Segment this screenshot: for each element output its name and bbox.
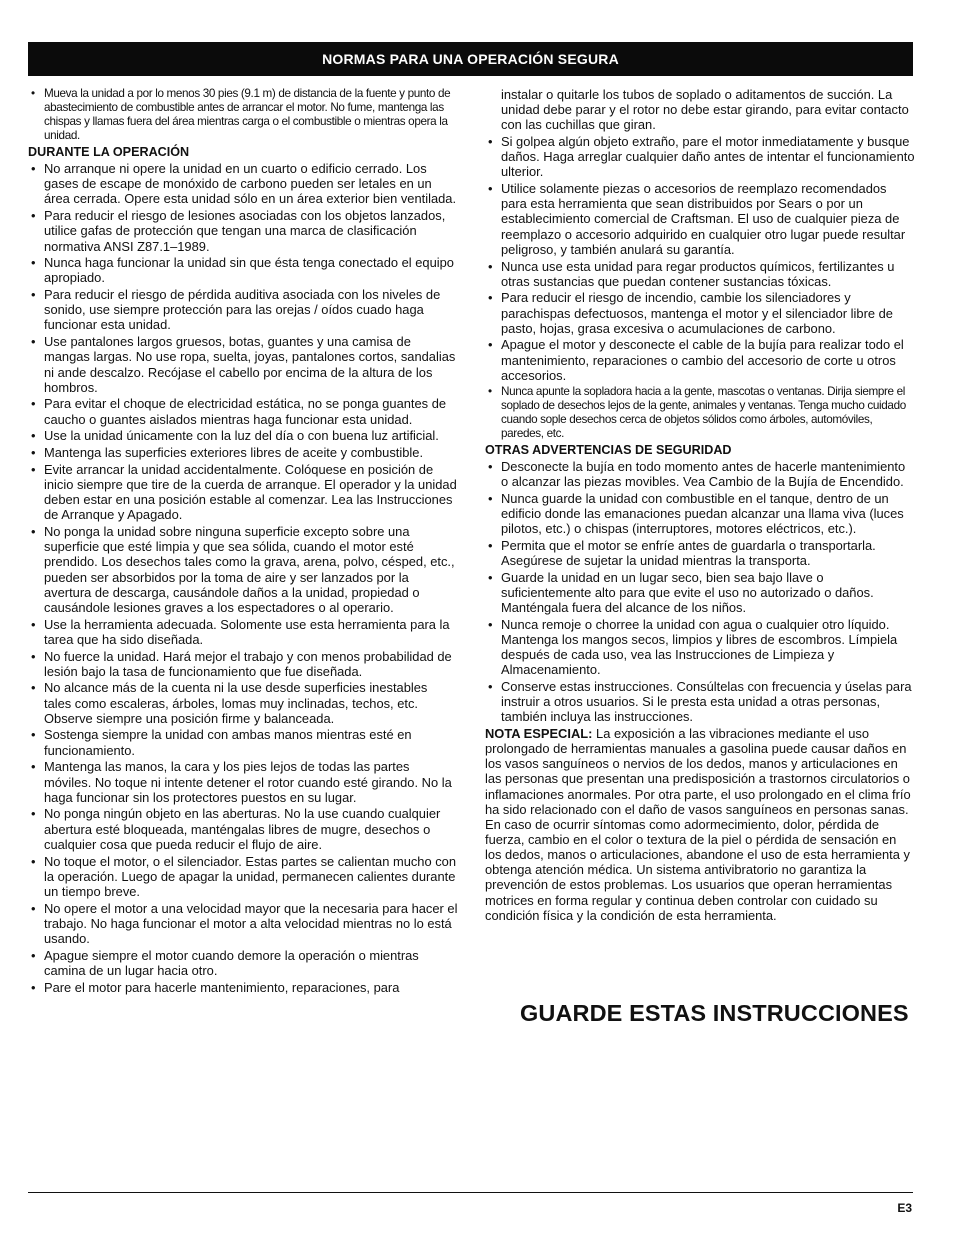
list-item: • Nunca remoje o chorree la unidad con agua o cualquier otro líquido. Mantenga los mangos secos, limpios y libres de escombros. Límpiela después de cada uso, vea las Instrucciones de Limpieza y Almacenamiento. (485, 617, 915, 678)
list-item: • Mueva la unidad a por lo menos 30 pies (9.1 m) de distancia de la fuente y punto de abastecimiento de combustible antes de arrancar el motor. No fume, mantenga las chispas y llamas fuera del área mientras carga o el combustible o mientras opera la unidad. (28, 87, 458, 143)
right-column (485, 87, 915, 923)
list-item: • Use la unidad únicamente con la luz del día o con buena luz artificial. (28, 428, 458, 443)
list-item: • Para reducir el riesgo de incendio, cambie los silenciadores y parachispas defectuosos, mantenga el motor y el silenciador libre de pasto, hojas, grasa excesiva o acumulaciones de carbono. (485, 290, 915, 335)
list-item: • Use la herramienta adecuada. Solomente use esta herramienta para la tarea que ha sido diseñada. (28, 617, 458, 647)
list-item: • Nunca guarde la unidad con combustible en el tanque, dentro de un edificio donde las emanaciones puedan alcanzar una llama viva (luces pilotos, etc.) o chispas (interruptores, motores eléctricos, etc.). (485, 491, 915, 536)
section-title: NORMAS PARA UNA OPERACIÓN SEGURA (322, 51, 619, 67)
list-item: • Sostenga siempre la unidad con ambas manos mientras esté en funcionamiento. (28, 727, 458, 757)
continuation-text: instalar o quitarle los tubos de soplado o aditamentos de succión. La unidad debe parar y el rotor no debe estar girando, para evitar contacto con las cuchillas que giran. (501, 87, 909, 133)
list-item: • Mantenga las superficies exteriores libres de aceite y combustible. (28, 445, 458, 460)
list-item: • Conserve estas instrucciones. Consúltelas con frecuencia y úselas para instruir a otros usuarios. Si le presta esta unidad a otras personas, también incluya las instrucciones. (485, 679, 915, 724)
special-note-text: La exposición a las vibraciones mediante el uso prolongado de herramientas manuales a gasolina puede causar daños en los vasos sanguíneos o nervios de los dedos, manos y articulaciones en las personas que presentan una predisposición a trastornos circulatorios o inflamaciones anormales. Por otra parte, el uso prolongado en el clima frío ha sido relacionado con el daño de vasos sanguíneos en personas sanas. En caso de ocurrir síntomas como adormecimiento, dolor, pérdida de fuerza, cambio en el color o textura de la piel o pérdida de sensación en los dedos, manos o articulaciones, abandone el uso de esta herramienta y obtenga atención médica. Un sistema antivibratorio no garantiza la prevención de estos problemas. Los usuarios que operan herramientas motrices en forma regular y continua deben controlar con cuidado su condición física y la condición de esta herramienta. (485, 725, 911, 923)
list-item: • Nunca use esta unidad para regar productos químicos, fertilizantes u otras sustancias que puedan contener sustancias tóxicas. (485, 259, 915, 289)
section-banner (28, 42, 913, 76)
list-item: • Guarde la unidad en un lugar seco, bien sea bajo llave o suficientemente alto para que evite el uso no autorizado o daños. Manténgala fuera del alcance de los niños. (485, 570, 915, 615)
subheading-durante: DURANTE LA OPERACIÓN (28, 144, 190, 159)
list-item: • No opere el motor a una velocidad mayor que la necesaria para hacer el trabajo. No haga funcionar el motor a alta velocidad mientras no lo está usando. (28, 901, 458, 946)
list-item: • Pare el motor para hacerle mantenimiento, reparaciones, para (28, 980, 458, 995)
list-item: • Permita que el motor se enfríe antes de guardarla o transportarla. Asegúrese de sujetar la unidad mientras la transporta. (485, 538, 915, 568)
list-item: • No toque el motor, o el silenciador. Estas partes se calientan mucho con la operación. Luego de apagar la unidad, permanecen calientes durante un tiempo breve. (28, 854, 458, 899)
save-instructions-title: GUARDE ESTAS INSTRUCCIONES (520, 1000, 909, 1026)
list-item: • Nunca haga funcionar la unidad sin que ésta tenga conectado el equipo apropiado. (28, 255, 458, 285)
list-item: • No ponga la unidad sobre ninguna superficie excepto sobre una superficie que esté limpia y que sea sólida, cuando el motor esté prendido. Los desechos tales como la grava, arena, polvo, césped, etc., pueden ser absorbidos por la toma de aire y ser lanzados por la avertura de descarga, causándole daños a la unidad, propiedad o causándole lesiones graves a los espectadores o al operario. (28, 524, 458, 615)
list-item: • Para evitar el choque de electricidad estática, no se ponga guantes de caucho o guantes aislados mientras haga funcionar esta unidad. (28, 396, 458, 426)
list-item: • Para reducir el riesgo de pérdida auditiva asociada con los niveles de sonido, use siempre protección para las orejas / oídos cuado haga funcionar esta unidad. (28, 287, 458, 332)
list-item: • Si golpea algún objeto extraño, pare el motor inmediatamente y busque daños. Haga arreglar cualquier daño antes de intentar el funcionamiento ulterior. (485, 134, 915, 179)
page-number: E3 (897, 1201, 912, 1215)
list-item: • Apague el motor y desconecte el cable de la bujía para realizar todo el mantenimiento, reparaciones o cambio del accesorio de corte u otros accesorios. (485, 337, 915, 382)
list-item: • Mantenga las manos, la cara y los pies lejos de todas las partes móviles. No toque ni intente detener el rotor cuando esté girando. No la haga funcionar sin los protectores puestos en su lugar. (28, 759, 458, 804)
list-item: • Desconecte la bujía en todo momento antes de hacerle mantenimiento o alcanzar las piezas movibles. Vea Cambio de la Bujía de Encendido. (485, 459, 915, 489)
list-item: • No alcance más de la cuenta ni la use desde superficies inestables tales como escaleras, árboles, lomas muy inclinadas, techos, etc. Observe siempre una posición firme y balanceada. (28, 680, 458, 725)
list-item: • Apague siempre el motor cuando demore la operación o mientras camina de un lugar hacia otro. (28, 948, 458, 978)
list-otras (485, 459, 915, 725)
list-item: • Nunca apunte la sopladora hacia a la gente, mascotas o ventanas. Dirija siempre el soplado de desechos lejos de la gente, animales y ventanas. Tenga mucho cuidado cuando sople desechos cerca de objetos sólidos como árboles, automóviles, paredes, etc. (485, 385, 915, 441)
list-item: • Para reducir el riesgo de lesiones asociadas con los objetos lanzados, utilice gafas de protección que tengan una marca de clasificación normativa ANSI Z87.1–1989. (28, 208, 458, 253)
list-item: • Use pantalones largos gruesos, botas, guantes y una camisa de mangas largas. No use ropa, suelta, joyas, pantalones cortos, sandalias ni ande descalzo. Recójase el cabello por encima de la altura de los hombros. (28, 334, 458, 395)
subheading-otras: OTRAS ADVERTENCIAS DE SEGURIDAD (485, 442, 732, 457)
list-durante (28, 161, 458, 995)
list-item: • No arranque ni opere la unidad en un cuarto o edificio cerrado. Los gases de escape de monóxido de carbono pueden ser letales en un área cerrada. Opere esta unidad sólo en un área exterior bien ventilada. (28, 161, 458, 206)
list-item: • Utilice solamente piezas o accesorios de reemplazo recomendados para esta herramienta que sean distribuidos por Sears o por un establecimiento comercial de Craftsman. El uso de cualquier pieza de reemplazo o accesorio adquirido en cualquier otro lugar puede resultar peligroso, y también anulará su garantía. (485, 181, 915, 257)
special-note (485, 726, 915, 923)
footer-rule (28, 1192, 913, 1193)
left-column (28, 87, 458, 996)
list-item: • Evite arrancar la unidad accidentalmente. Colóquese en posición de inicio siempre que tire de la cuerda de arranque. El operador y la unidad deben estar en una posición estable al comenzar. Lea las Instrucciones de Arranque y Apagado. (28, 462, 458, 523)
list-item: • No ponga ningún objeto en las aberturas. No la use cuando cualquier abertura esté bloqueada, manténgalas libres de mugre, desechos o cualquier cosa que pueda reducir el flujo de aire. (28, 806, 458, 851)
list-item: • No fuerce la unidad. Hará mejor el trabajo y con menos probabilidad de lesión bajo la tasa de funcionamiento que fue diseñada. (28, 649, 458, 679)
special-note-label: NOTA ESPECIAL: (485, 725, 593, 741)
list-continued (485, 134, 915, 441)
